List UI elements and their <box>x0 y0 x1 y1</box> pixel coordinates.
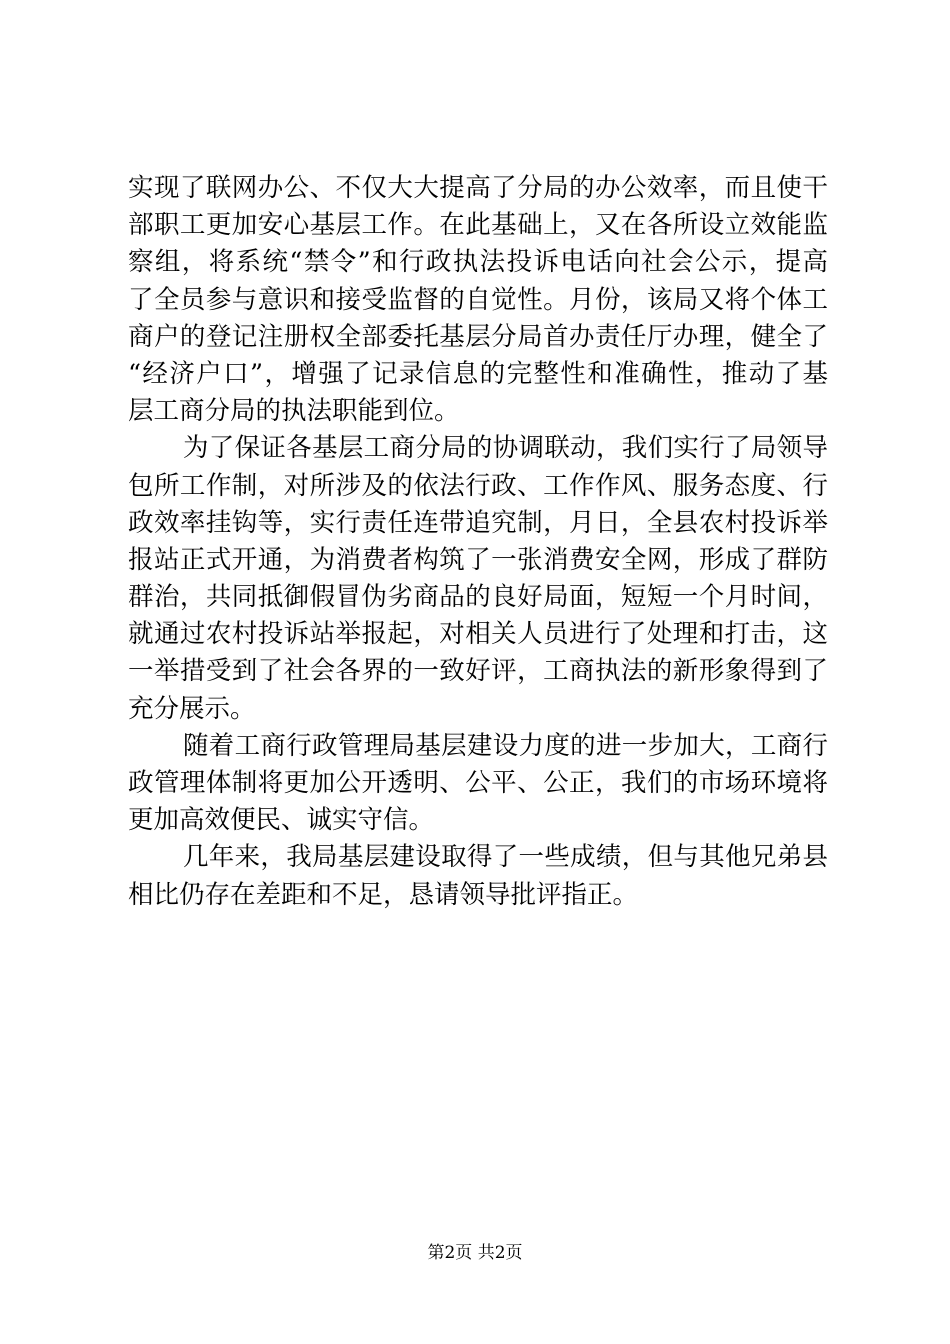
text-line: 实现了联网办公、不仅大大提高了分局的办公效率，而且使干 <box>128 173 828 203</box>
text-line: 就通过农村投诉站举报起，对相关人员进行了处理和打击，这 <box>128 619 828 650</box>
paragraph-first-line: 几年来，我局基层建设取得了一些成绩，但与其他兄弟县 <box>183 842 828 873</box>
text-line: 充分展示。 <box>128 693 256 724</box>
text-line: 一举措受到了社会各界的一致好评，工商执法的新形象得到了 <box>128 656 828 687</box>
text-line: 更加高效便民、诚实守信。 <box>128 805 435 836</box>
text-line: 群治，共同抵御假冒伪劣商品的良好局面，短短一个月时间， <box>128 582 828 613</box>
text-line: 层工商分局的执法职能到位。 <box>128 396 460 427</box>
text-line: 相比仍存在差距和不足，恳请领导批评指正。 <box>128 879 639 910</box>
paragraph-first-line: 为了保证各基层工商分局的协调联动，我们实行了局领导 <box>183 433 828 464</box>
paragraph-first-line: 随着工商行政管理局基层建设力度的进一步加大，工商行 <box>183 730 828 761</box>
page-number-footer: 第2页 共2页 <box>427 1243 523 1263</box>
text-line: 察组，将系统“禁令”和行政执法投诉电话向社会公示，提高 <box>128 247 828 278</box>
document-body <box>128 170 828 914</box>
text-line: 政效率挂钩等，实行责任连带追究制，月日，全县农村投诉举 <box>128 507 828 538</box>
text-line: 商户的登记注册权全部委托基层分局首办责任厅办理，健全了 <box>128 321 828 352</box>
text-line: 报站正式开通，为消费者构筑了一张消费安全网，形成了群防 <box>128 544 828 575</box>
text-line: 包所工作制，对所涉及的依法行政、工作作风、服务态度、行 <box>128 470 828 501</box>
text-line: 部职工更加安心基层工作。在此基础上，又在各所设立效能监 <box>128 210 828 241</box>
text-line: 了全员参与意识和接受监督的自觉性。月份，该局又将个体工 <box>128 284 828 315</box>
text-line: “经济户口”，增强了记录信息的完整性和准确性，推动了基 <box>128 358 828 389</box>
text-line: 政管理体制将更加公开透明、公平、公正，我们的市场环境将 <box>128 768 828 798</box>
